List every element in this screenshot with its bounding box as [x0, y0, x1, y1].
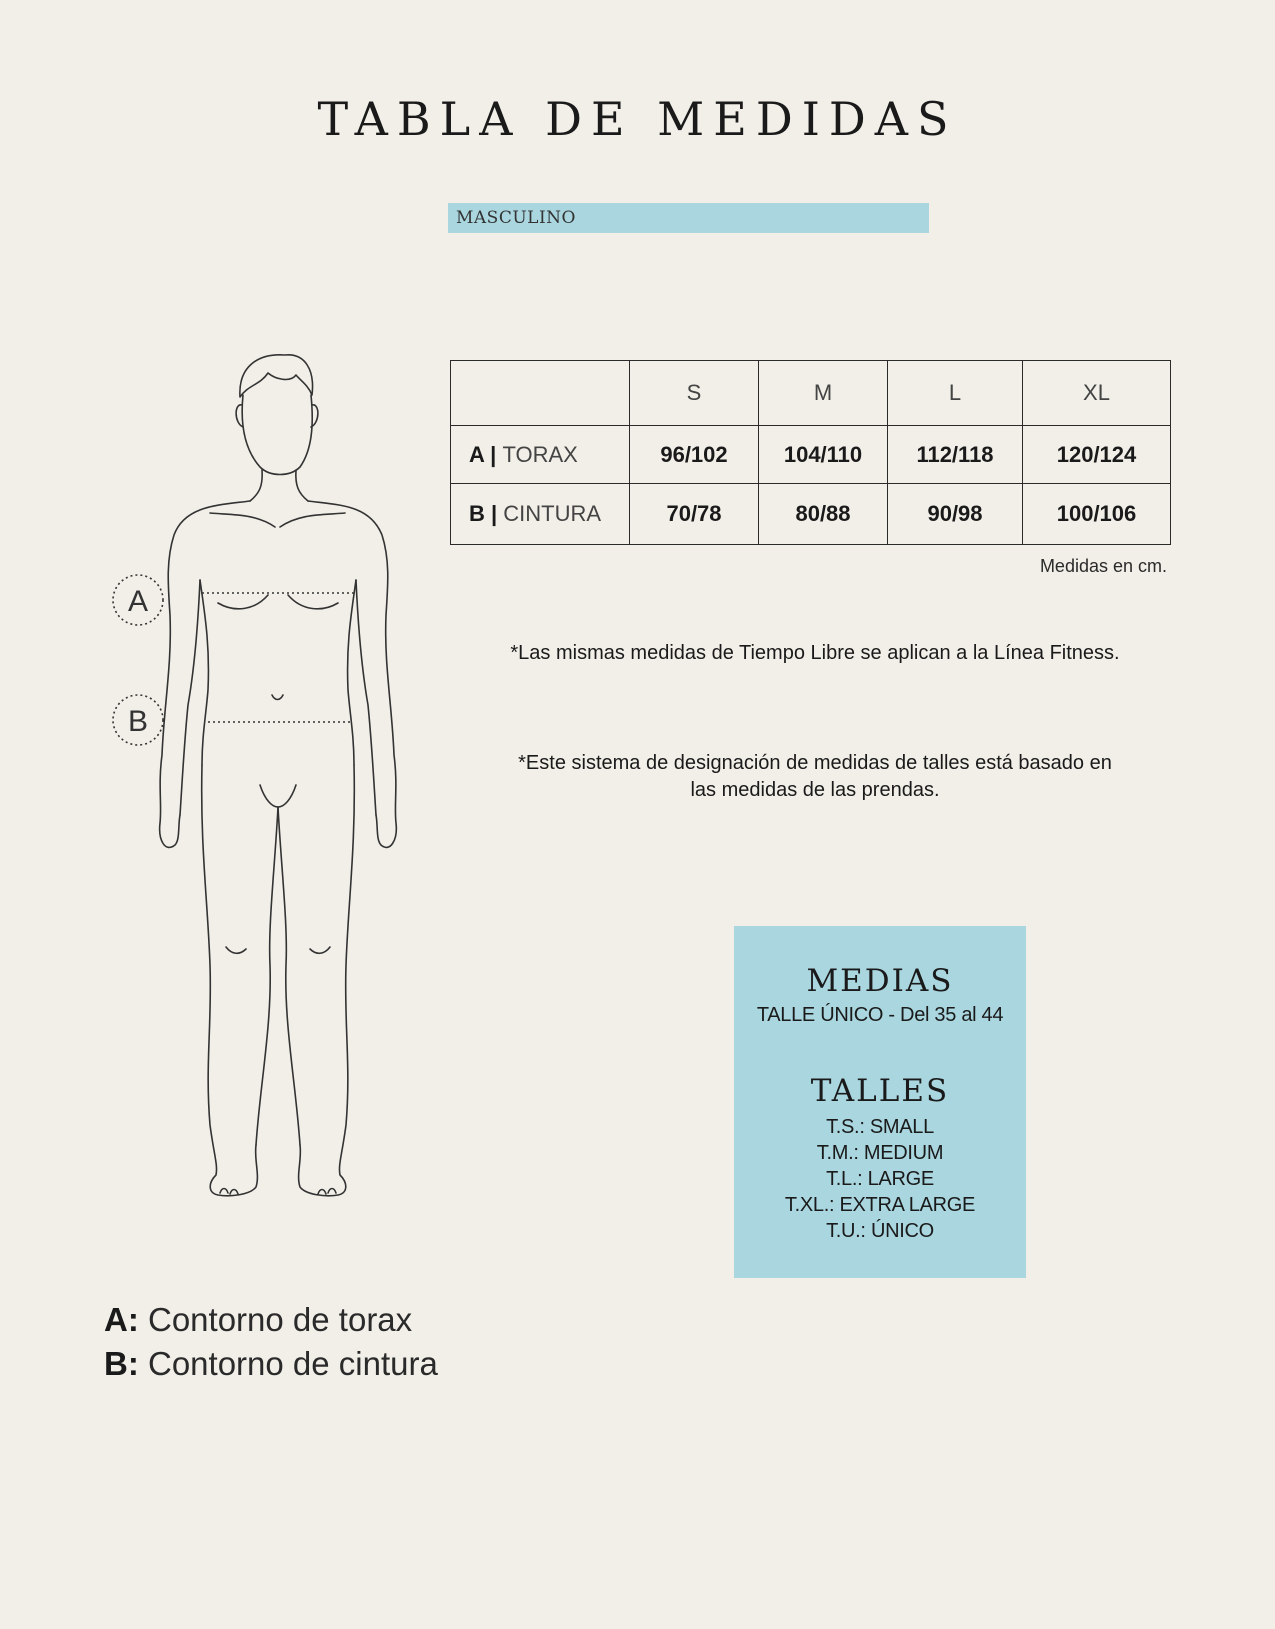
list-item: T.M.: MEDIUM	[816, 1142, 944, 1164]
section-label: MASCULINO	[448, 203, 929, 233]
info-box	[734, 926, 1026, 1278]
table-header-cell: XL	[1023, 361, 1171, 426]
fitness-note: *Las mismas medidas de Tiempo Libre se aplican a la Línea Fitness.	[510, 642, 1120, 664]
note-line: *Este sistema de designación de medidas de talles está basado en	[518, 752, 1112, 774]
size-table	[450, 360, 1171, 545]
table-cell: 70/78	[630, 484, 759, 545]
sizing-system-note	[470, 750, 1160, 804]
row-letter: A |	[469, 441, 497, 467]
legend-text: Contorno de cintura	[148, 1345, 438, 1382]
table-cell: 96/102	[630, 426, 759, 484]
measurement-legend	[104, 1298, 438, 1386]
legend-key: A:	[104, 1301, 139, 1338]
legend-item	[104, 1342, 438, 1386]
table-header-cell: S	[630, 361, 759, 426]
table-row	[451, 426, 1171, 484]
table-cell: 112/118	[888, 426, 1023, 484]
note-line: las medidas de las prendas.	[690, 779, 940, 801]
table-cell: 80/88	[759, 484, 888, 545]
unit-note: Medidas en cm.	[1039, 556, 1167, 576]
row-label	[451, 426, 630, 484]
page-title: TABLA DE MEDIDAS	[317, 92, 958, 146]
sizes-heading: TALLES	[810, 1073, 950, 1109]
marker-a-label: A	[127, 585, 149, 618]
table-cell: 100/106	[1023, 484, 1171, 545]
table-row	[451, 484, 1171, 545]
table-cell: 120/124	[1023, 426, 1171, 484]
legend-item	[104, 1298, 438, 1342]
table-header-cell	[451, 361, 630, 426]
list-item: T.U.: ÚNICO	[826, 1220, 934, 1242]
socks-size-note: TALLE ÚNICO - Del 35 al 44	[756, 1004, 1004, 1026]
socks-heading: MEDIAS	[806, 963, 954, 999]
table-cell: 90/98	[888, 484, 1023, 545]
table-header-cell: L	[888, 361, 1023, 426]
table-cell: 104/110	[759, 426, 888, 484]
row-name: TORAX	[502, 441, 578, 467]
male-figure-illustration	[100, 345, 420, 1225]
table-header-cell: M	[759, 361, 888, 426]
legend-text: Contorno de torax	[148, 1301, 413, 1338]
list-item: T.XL.: EXTRA LARGE	[784, 1194, 976, 1216]
legend-key: B:	[104, 1345, 139, 1382]
row-label	[451, 484, 630, 545]
list-item: T.L.: LARGE	[826, 1168, 934, 1190]
row-letter: B |	[469, 501, 498, 526]
size-abbreviation-list	[734, 1114, 1026, 1244]
list-item: T.S.: SMALL	[826, 1116, 934, 1138]
table-header-row	[451, 361, 1171, 426]
row-name: CINTURA	[503, 501, 602, 526]
marker-b-label: B	[127, 705, 149, 738]
